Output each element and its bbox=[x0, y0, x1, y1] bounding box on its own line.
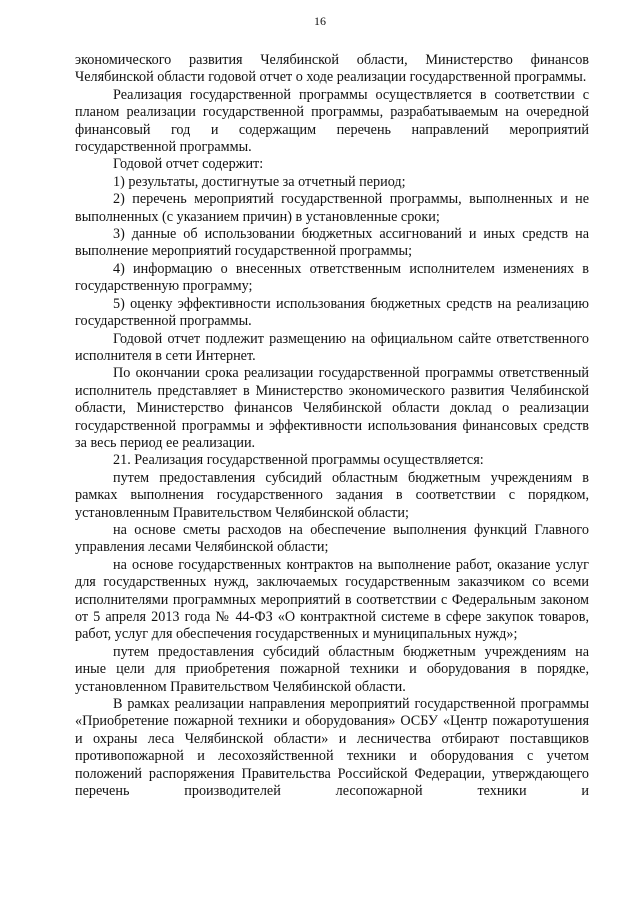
section-heading: 21. Реализация государственной программы осуществляется: bbox=[113, 452, 484, 469]
paragraph: По окончании срока реализации государственной программы ответственный исполнитель представляет в Министерство экономического развития Челябинской области, Министерство финансов Челябинской области доклад о реализации государственной программы и эффективности использования финансовых средств за весь период ее реализации. bbox=[75, 365, 589, 451]
document-body bbox=[75, 52, 589, 800]
list-item: 5) оценку эффективности использования бюджетных средств на реализацию государственной программы. bbox=[75, 295, 589, 330]
list-item: 1) результаты, достигнутые за отчетный период; bbox=[113, 173, 406, 190]
list-item: путем предоставления субсидий областным бюджетным учреждениям на иные цели для приобретения пожарной техники и оборудования в порядке, установленном Правительством Челябинской области. bbox=[75, 643, 589, 695]
paragraph: Реализация государственной программы осуществляется в соответствии с планом реализации государственной программы, разрабатываемым на очередной финансовый год и содержащим перечень направлений мероприятий государственной программы. bbox=[75, 86, 589, 156]
list-item: на основе сметы расходов на обеспечение выполнения функций Главного управления лесами Челябинской области; bbox=[75, 521, 589, 556]
list-item: путем предоставления субсидий областным бюджетным учреждениям в рамках выполнения государственного задания в соответствии с порядком, установленным Правительством Челябинской области; bbox=[75, 469, 589, 521]
list-item: 3) данные об использовании бюджетных ассигнований и иных средств на выполнение мероприятий государственной программы; bbox=[75, 226, 589, 260]
paragraph: Годовой отчет содержит: bbox=[113, 156, 264, 173]
paragraph: экономического развития Челябинской области, Министерство финансов Челябинской области годовой отчет о ходе реализации государственной программы. bbox=[75, 52, 589, 86]
paragraph: Годовой отчет подлежит размещению на официальном сайте ответственного исполнителя в сети Интернет. bbox=[75, 330, 589, 364]
page-number: 16 bbox=[314, 14, 326, 28]
list-item: 4) информацию о внесенных ответственным исполнителем изменениях в государственную программу; bbox=[75, 260, 589, 295]
list-item: на основе государственных контрактов на выполнение работ, оказание услуг для государственных нужд, заключаемых государственным заказчиком со всеми исполнителями программных мероприятий в соответствии с Федеральным законом от 5 апреля 2013 года № 44-ФЗ «О контрактной системе в сфере закупок товаров, работ, услуг для обеспечения государственных и муниципальных нужд»; bbox=[75, 556, 589, 643]
list-item: 2) перечень мероприятий государственной программы, выполненных и не выполненных (с указанием причин) в установленные сроки; bbox=[75, 191, 589, 225]
paragraph: В рамках реализации направления мероприятий государственной программы «Приобретение пожарной техники и оборудования» ОСБУ «Центр пожаротушения и охраны леса Челябинской области» и лесничества отбирают поставщиков противопожарной и лесохозяйственной техники и оборудования с учетом положений распоряжения Правительства Российской Федерации, утверждающего перечень производителей лесопожарной техники и bbox=[75, 696, 589, 800]
